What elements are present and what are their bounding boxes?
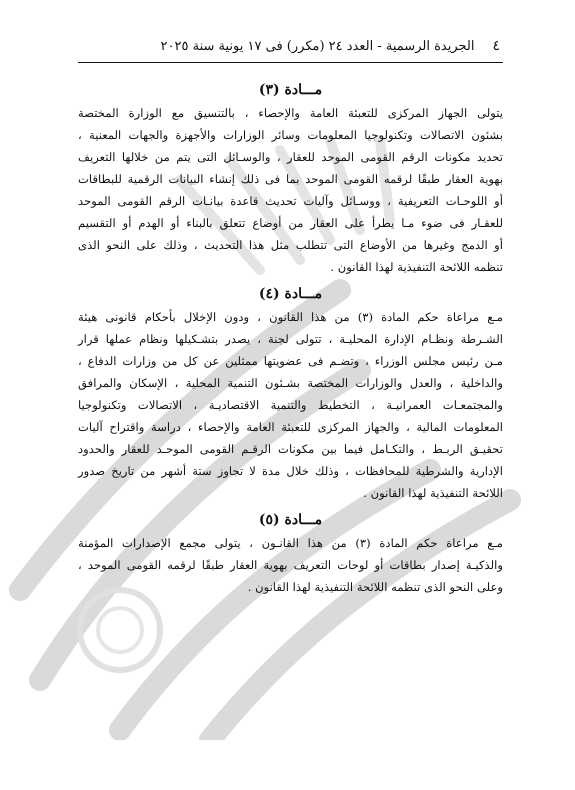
text-line: مـع مراعاة حكم المادة (٣) من هذا القانـون ، يتولى مجمع الإصدارات المؤمنة bbox=[78, 536, 503, 550]
text-line: تحديد مكونات الرقم القومى الموحد للعقار ، والوسـائل التى يتم من خلالها التعريف bbox=[78, 150, 503, 164]
text-line: تحقيـق الربـط ، والتكـامل فيما بين مكونات الرقـم القومى الموحـد للعقار والحدود bbox=[78, 442, 503, 456]
text-line: الإدارية والشرطية للمحافظات ، وذلك خلال مدة لا تجاوز ستة أشهر من تاريخ صدور bbox=[78, 464, 503, 478]
page-number: ٤ bbox=[492, 38, 500, 54]
text-line: مـن رئيس مجلس الوزراء ، وتضـم فى عضويتها ممثلين عن كل من وزارات الدفاع ، bbox=[78, 354, 503, 368]
article-3 bbox=[78, 78, 503, 278]
article-4 bbox=[78, 282, 503, 504]
article-title: مـــادة (٥) bbox=[258, 512, 323, 528]
text-line: اللائحة التنفيذية لهذا القانون . bbox=[363, 486, 503, 500]
publication-line: الجريدة الرسمية - العدد ٢٤ (مكرر) فى ١٧ يونية سنة ٢٠٢٥ bbox=[160, 38, 475, 54]
header-divider bbox=[78, 62, 503, 63]
text-line: والداخلية ، والعدل والوزارات المختصة بشـئون التنمية المحلية ، الإسكان والمرافق bbox=[78, 376, 503, 390]
page-header bbox=[80, 36, 500, 56]
article-5 bbox=[78, 508, 503, 598]
article-paragraph bbox=[78, 102, 503, 278]
text-line: والذكيـة إصدار بطاقات أو لوحات التعريف بهوية العقار طبقًا لرقمه القومى الموحد ، bbox=[78, 558, 503, 572]
text-line: تنظمه اللائحة التنفيذية لهذا القانون . bbox=[330, 260, 503, 274]
text-line: أو الدمج وغيرها من الأوضاع التى تتطلب مثل هذا التحديث ، وذلك على النحو الذى bbox=[78, 238, 503, 252]
document-body bbox=[78, 78, 503, 602]
article-paragraph bbox=[78, 532, 503, 598]
text-line: الشـرطة ونظـام الإدارة المحليـة ، تتولى لجنة ، يصدر بتشـكيلها ونظام عملها قرار bbox=[78, 332, 503, 346]
article-paragraph bbox=[78, 306, 503, 504]
text-line: بشئون الاتصالات وتكنولوجيا المعلومات وسائر الوزارات والأجهزة والجهات المعنية ، bbox=[78, 128, 503, 142]
text-line: للعقـار فى ضوء مـا يطرأ على العقار من أوضاع تتعلق بالبناء أو الهدم أو التقسيم bbox=[78, 216, 503, 230]
text-line: أو اللوحـات التعريفية ، ووسـائل وآليات تحديث قاعدة بيانـات الرقم القومى الموحد bbox=[78, 194, 503, 208]
text-line: وعلى النحو الذى تنظمه اللائحة التنفيذية لهذا القانون . bbox=[247, 580, 503, 594]
text-line: مـع مراعاة حكم المادة (٣) من هذا القانون ، ودون الإخلال بأحكام قانونى هيئة bbox=[78, 310, 503, 324]
text-line: المعلومات المالية ، والجهاز المركزى للتعبئة العامة والإحصاء ، دراسة واقتراح آليات bbox=[78, 420, 503, 434]
text-line: بهوية العقار طبقًا لرقمه القومى الموحد بما فى ذلك إنشاء البيانات الرقمية للبطاقات bbox=[78, 172, 503, 186]
text-line: يتولى الجهاز المركزى للتعبئة العامة والإحصاء ، بالتنسيق مع الوزارة المختصة bbox=[78, 106, 503, 120]
article-title: مـــادة (٤) bbox=[258, 286, 323, 302]
article-title: مـــادة (٣) bbox=[258, 82, 323, 98]
text-line: والمجتمعـات العمرانيـة ، التخطيط والتنمية الاقتصاديـة ، الاتصالات وتكنولوجيا bbox=[78, 398, 503, 412]
